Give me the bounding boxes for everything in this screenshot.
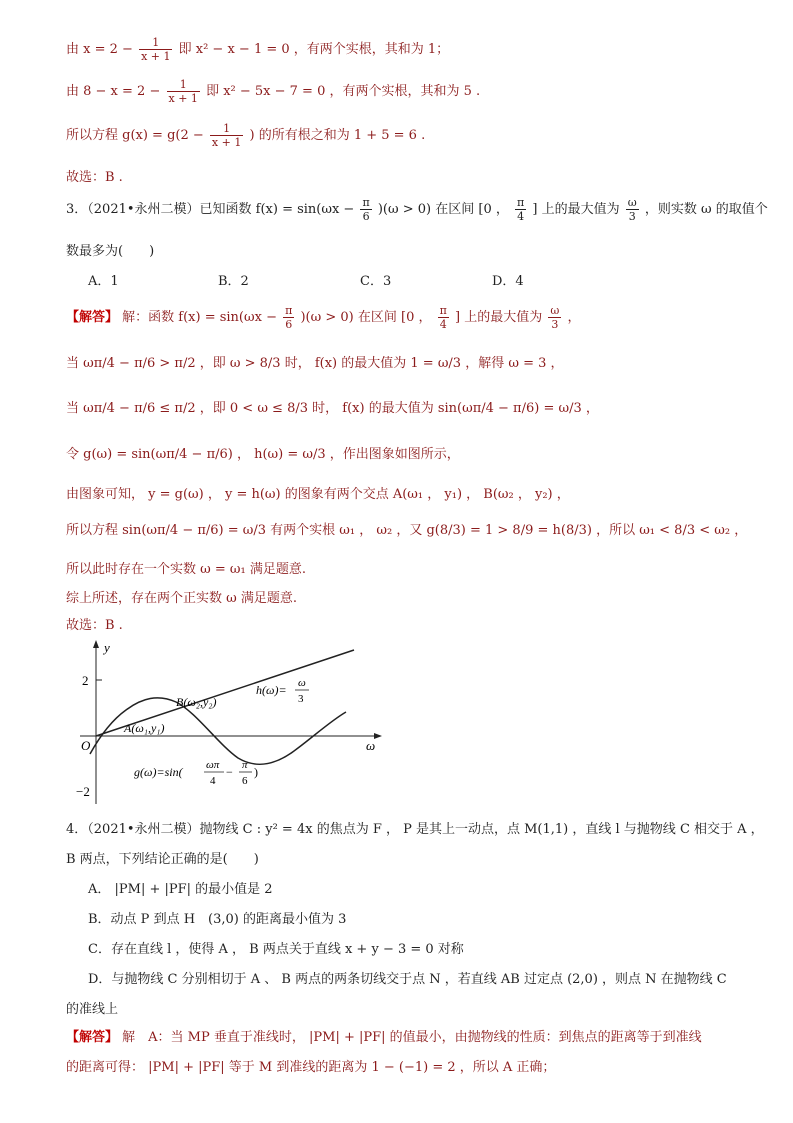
text: ] 上的最大值为 xyxy=(532,202,620,217)
option-d-cont: 的准线上 xyxy=(66,1002,119,1017)
frac-den: x + 1 xyxy=(211,136,242,149)
text: )(ω > 0) 在区间 [0 ， xyxy=(377,202,509,217)
fraction xyxy=(626,196,639,223)
option-a: A． |PM| + |PF| 的最小值是 2 xyxy=(88,882,273,897)
function-graph xyxy=(66,636,386,808)
frac-den: x + 1 xyxy=(141,50,171,63)
point-b-label: B(ω₂,y₂) xyxy=(176,695,217,709)
text: 由 8 − x = 2 − xyxy=(66,84,161,99)
g-frac1-num: ωπ xyxy=(206,759,220,771)
frac-num: π xyxy=(362,196,370,209)
text: )(ω > 0) 在区间 [0 ， xyxy=(300,310,432,325)
option-b: B．2 xyxy=(218,274,249,289)
solution-line xyxy=(66,36,449,63)
solution-line xyxy=(66,304,580,331)
frac-den: 6 xyxy=(285,318,293,331)
option-d: D．4 xyxy=(492,274,524,289)
frac-num: 1 xyxy=(167,78,200,92)
frac-num: ω xyxy=(627,196,637,209)
frac-den: 3 xyxy=(551,318,559,331)
fraction xyxy=(210,122,243,149)
solution-line: 当 ωπ/4 − π/6 ≤ π/2 ，即 0 < ω ≤ 8/3 时， f(x) 的最大值为 sin(ωπ/4 − π/6) = ω/3 ， xyxy=(66,401,599,416)
text: 所以方程 g(x) = g(2 − xyxy=(66,128,204,143)
h-label-num: ω xyxy=(298,677,306,689)
text: ] 上的最大值为 xyxy=(454,310,543,325)
fraction xyxy=(283,304,294,331)
solution-line: 当 ωπ/4 − π/6 > π/2 ，即 ω > 8/3 时， f(x) 的最大值为 1 = ω/3 ，解得 ω = 3 ， xyxy=(66,356,564,371)
g-minus: − xyxy=(226,765,233,779)
fraction xyxy=(438,304,449,331)
g-frac1-den: 4 xyxy=(210,775,216,787)
question-4-stem-line2: B 两点，下列结论正确的是( ) xyxy=(66,852,259,867)
x-axis-arrow-icon xyxy=(374,733,382,739)
text: 即 x² − 5x − 7 = 0 ，有两个实根，其和为 5 . xyxy=(206,84,481,99)
frac-num: π xyxy=(516,196,525,209)
answer-tag: 【解答】 xyxy=(66,1030,119,1045)
frac-num: π xyxy=(439,304,447,317)
frac-num: ω xyxy=(550,304,560,317)
option-b: B．动点 P 到点 H (3,0) 的距离最小值为 3 xyxy=(88,912,347,927)
solution-line: 所以方程 sin(ωπ/4 − π/6) = ω/3 有两个实根 ω₁ ， ω₂ ，又 g(8/3) = 1 > 8/9 = h(8/3) ，所以 ω₁ < 8/3 < ω₂ ， xyxy=(66,523,748,538)
solution-line: 令 g(ω) = sin(ωπ/4 − π/6) ， h(ω) = ω/3 ，作出图象如图所示， xyxy=(66,447,460,462)
solution-line xyxy=(66,1026,702,1045)
frac-num: 1 xyxy=(139,36,172,50)
tick-label-pos: 2 xyxy=(82,673,89,688)
y-axis-arrow-icon xyxy=(93,640,99,648)
frac-num: 1 xyxy=(210,122,243,136)
fraction xyxy=(139,36,172,63)
y-axis-label: y xyxy=(104,640,110,655)
frac-den: x + 1 xyxy=(168,92,198,105)
frac-den: 4 xyxy=(439,318,447,331)
h-label: h(ω)= xyxy=(256,683,287,697)
answer-line: 故选：B . xyxy=(66,170,123,185)
text: 解：函数 f(x) = sin(ωx − xyxy=(122,310,277,325)
frac-den: 4 xyxy=(517,210,525,223)
text: ，则实数 ω 的取值个 xyxy=(644,202,768,217)
frac-den: 3 xyxy=(628,210,636,223)
option-d: D．与抛物线 C 分别相切于 A 、 B 两点的两条切线交于点 N ，若直线 AB 过定点 (2,0) ，则点 N 在抛物线 C xyxy=(88,972,727,987)
solution-line: 由图象可知， y = g(ω) ， y = h(ω) 的图象有两个交点 A(ω₁ ， y₁) ， B(ω₂ ， y₂) ， xyxy=(66,487,570,502)
option-c: C．存在直线 l ，使得 A ， B 两点关于直线 x + y − 3 = 0 对称 xyxy=(88,942,464,957)
solution-line: 综上所述，存在两个正实数 ω 满足题意. xyxy=(66,591,297,606)
text: 3．（2021•永州二模）已知函数 f(x) = sin(ωx − xyxy=(66,202,355,217)
fraction xyxy=(548,304,561,331)
solution-line: 所以此时存在一个实数 ω = ω₁ 满足题意. xyxy=(66,562,306,577)
solution-line xyxy=(66,78,480,105)
fraction xyxy=(360,196,371,223)
frac-num: π xyxy=(285,304,293,317)
text: 由 x = 2 − xyxy=(66,42,133,57)
text: 即 x² − x − 1 = 0 ，有两个实根，其和为 1； xyxy=(178,42,450,57)
option-a: A．1 xyxy=(88,274,119,289)
h-label-den: 3 xyxy=(298,693,304,705)
x-axis-label: ω xyxy=(366,738,376,753)
fraction xyxy=(167,78,200,105)
point-a-label: A(ω₁,y₁) xyxy=(124,721,165,735)
text: ) 的所有根之和为 1 + 5 = 6 . xyxy=(249,128,426,143)
g-frac2-num: π xyxy=(242,759,248,771)
answer-line: 故选：B . xyxy=(66,618,123,633)
origin-label: O xyxy=(81,738,91,753)
frac-den: 6 xyxy=(362,210,370,223)
question-3-stem-line2: 数最多为( ) xyxy=(66,244,155,259)
g-frac2-den: 6 xyxy=(242,775,248,787)
solution-line: 的距离可得： |PM| + |PF| 等于 M 到准线的距离为 1 − (−1) = 2 ，所以 A 正确； xyxy=(66,1060,556,1075)
tick-label-neg: −2 xyxy=(76,784,90,799)
text: ， xyxy=(567,310,581,325)
option-c: C．3 xyxy=(360,274,392,289)
question-4-stem: 4．（2021•永州二模）抛物线 C : y² = 4x 的焦点为 F ， P 是其上一动点，点 M(1,1) ，直线 l 与抛物线 C 相交于 A ， xyxy=(66,822,764,837)
solution-line xyxy=(66,122,425,149)
answer-tag: 【解答】 xyxy=(66,310,119,325)
fraction xyxy=(515,196,526,223)
text: 解 A：当 MP 垂直于准线时， |PM| + |PF| 的值最小，由抛物线的性质：到焦点的距离等于到准线 xyxy=(122,1030,702,1045)
question-3-stem xyxy=(66,196,768,223)
g-paren: ) xyxy=(254,765,258,779)
g-label: g(ω)=sin( xyxy=(134,765,183,779)
